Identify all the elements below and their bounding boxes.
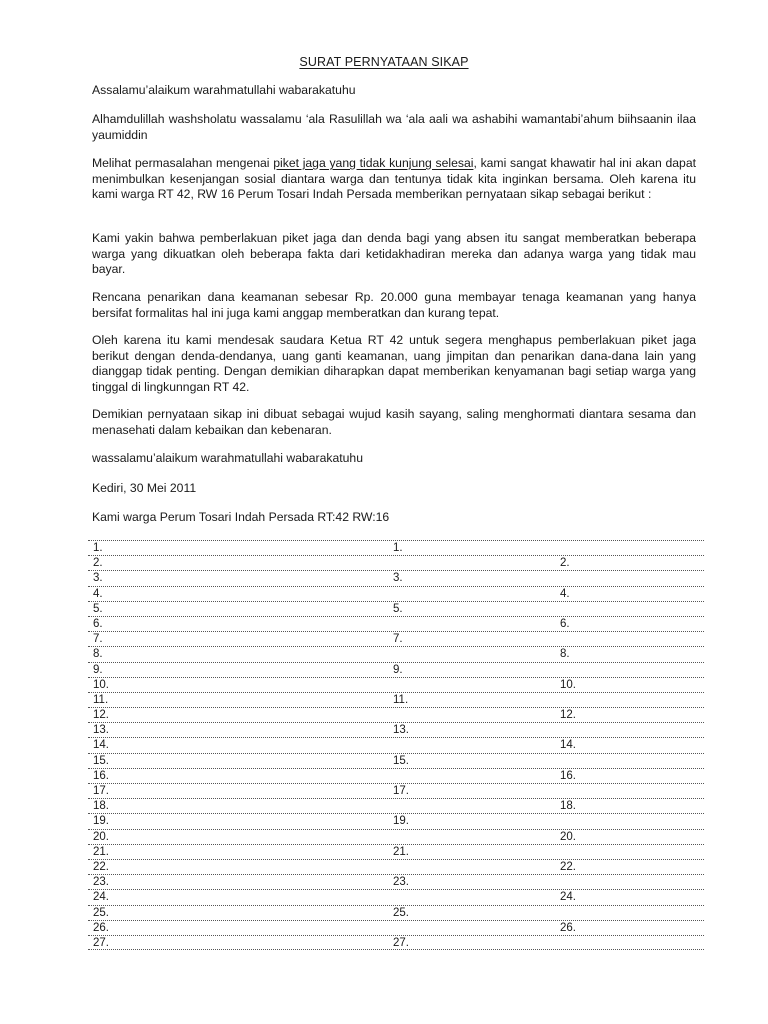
signature-number-cell: 13. <box>393 724 409 737</box>
signature-row <box>88 662 704 677</box>
signature-number-cell: 11. <box>393 693 409 706</box>
name-number-cell: 26. <box>93 921 109 934</box>
signature-number-cell: 19. <box>393 815 409 828</box>
signature-row <box>88 677 704 692</box>
signatories-heading: Kami warga Perum Tosari Indah Persada RT:42 RW:16 <box>92 510 390 524</box>
signature-row <box>88 753 704 768</box>
signature-number-cell: 26. <box>560 921 576 934</box>
signature-number-cell: 1. <box>393 542 403 554</box>
name-number-cell: 10. <box>93 678 109 691</box>
signature-row <box>88 540 704 555</box>
place-date: Kediri, 30 Mei 2011 <box>92 481 197 495</box>
name-number-cell: 7. <box>93 633 103 646</box>
name-number-cell: 13. <box>93 724 109 737</box>
signature-row <box>88 646 704 661</box>
name-number-cell: 12. <box>93 709 109 722</box>
signature-number-cell: 20. <box>560 830 576 843</box>
name-number-cell: 11. <box>93 693 109 706</box>
paragraph-4: Oleh karena itu kami mendesak saudara Ketua RT 42 untuk segera menghapus pemberlakuan piket jaga berikut dengan denda-dendanya, uang ganti keamanan, uang jimpitan dan penarikan dana-dana lain yang dianggap tidak penting. Dengan demikian diharapkan dapat memberikan kenyamanan bagi setiap warga yang tinggal di lingkunngan RT 42. <box>92 333 696 394</box>
signature-row <box>88 920 704 935</box>
signature-number-cell: 24. <box>560 891 576 904</box>
signature-number-cell: 3. <box>393 572 403 585</box>
signature-number-cell: 14. <box>560 739 576 752</box>
name-number-cell: 21. <box>93 845 109 858</box>
paragraph-5: Demikian pernyataan sikap ini dibuat sebagai wujud kasih sayang, saling menghormati diantara sesama dan menasehati dalam kebaikan dan kebenaran. <box>92 407 696 437</box>
signature-row <box>88 707 704 722</box>
name-number-cell: 14. <box>93 739 109 752</box>
paragraph-1-underlined: piket jaga yang tidak kunjung selesai <box>273 156 474 170</box>
name-number-cell: 22. <box>93 860 109 873</box>
signature-number-cell: 6. <box>560 617 570 630</box>
signature-row <box>88 829 704 844</box>
signature-row <box>88 601 704 616</box>
signature-row <box>88 570 704 585</box>
signature-row <box>88 783 704 798</box>
name-number-cell: 18. <box>93 800 109 813</box>
paragraph-1-after: , kami sangat khawatir hal ini akan dapat menimbulkan kesenjangan sosial diantara warga dan tentunya tidak kita inginkan bersama. Oleh karena itu kami warga RT 42, RW 16 Perum Tosari Indah Persada memberikan pernyataan sikap sebagai berikut : <box>92 156 696 201</box>
closing-salutation: wassalamu’alaikum warahmatullahi wabarakatuhu <box>92 451 363 465</box>
name-number-cell: 25. <box>93 906 109 919</box>
paragraph-3: Rencana penarikan dana keamanan sebesar Rp. 20.000 guna membayar tenaga keamanan yang hanya bersifat formalitas hal ini juga kami anggap memberatkan dan kurang tepat. <box>92 290 696 320</box>
opening-paragraph: Alhamdulillah washsholatu wassalamu ‘ala Rasulillah wa ‘ala aali wa ashabihi wamantabi’ahum biihsaanin ilaa yaumiddin <box>92 112 696 142</box>
signature-row <box>88 859 704 874</box>
name-number-cell: 4. <box>93 587 103 600</box>
signature-number-cell: 9. <box>393 663 403 676</box>
name-number-cell: 1. <box>93 542 103 554</box>
paragraph-1-before: Melihat permasalahan mengenai <box>92 156 274 170</box>
signature-number-cell: 12. <box>560 709 576 722</box>
signature-number-cell: 4. <box>560 587 570 600</box>
signature-row <box>88 722 704 737</box>
name-number-cell: 15. <box>93 754 109 767</box>
signature-row <box>88 798 704 813</box>
signature-number-cell: 23. <box>393 876 409 889</box>
name-number-cell: 17. <box>93 785 109 797</box>
signature-row <box>88 889 704 904</box>
signature-number-cell: 25. <box>393 906 409 919</box>
signature-number-cell: 21. <box>393 845 409 858</box>
signature-row <box>88 905 704 920</box>
signature-number-cell: 10. <box>560 678 576 691</box>
paragraph-1 <box>92 156 696 203</box>
name-number-cell: 24. <box>93 891 109 904</box>
paragraph-2: Kami yakin bahwa pemberlakuan piket jaga dan denda bagi yang absen itu sangat memberatkan beberapa warga yang dikuatkan oleh beberapa fakta dari ketidakhadiran mereka dan adanya warga yang tidak mau bayar. <box>92 231 696 276</box>
signature-number-cell: 15. <box>393 754 409 767</box>
name-number-cell: 20. <box>93 830 109 843</box>
signature-row <box>88 844 704 859</box>
signature-number-cell: 2. <box>560 557 570 570</box>
signature-number-cell: 18. <box>560 800 576 813</box>
signature-row <box>88 616 704 631</box>
signature-row <box>88 768 704 783</box>
signature-row <box>88 586 704 601</box>
signature-number-cell: 5. <box>393 602 403 615</box>
name-number-cell: 19. <box>93 815 109 828</box>
name-number-cell: 8. <box>93 648 103 661</box>
name-number-cell: 16. <box>93 769 109 782</box>
signature-number-cell: 16. <box>560 769 576 782</box>
name-number-cell: 6. <box>93 617 103 630</box>
name-number-cell: 23. <box>93 876 109 889</box>
name-number-cell: 2. <box>93 557 103 570</box>
signature-row <box>88 631 704 646</box>
signature-number-cell: 7. <box>393 633 403 646</box>
name-number-cell: 9. <box>93 663 103 676</box>
signature-number-cell: 27. <box>393 936 409 949</box>
name-number-cell: 27. <box>93 936 109 949</box>
signature-row <box>88 874 704 889</box>
document-title <box>0 55 768 69</box>
name-number-cell: 3. <box>93 572 103 585</box>
signature-table <box>88 540 704 950</box>
signature-row <box>88 692 704 707</box>
signature-number-cell: 17. <box>393 785 409 797</box>
signature-row <box>88 935 704 950</box>
signature-number-cell: 8. <box>560 648 570 661</box>
signature-row <box>88 555 704 570</box>
name-number-cell: 5. <box>93 602 103 615</box>
signature-number-cell: 22. <box>560 860 576 873</box>
greeting: Assalamu’alaikum warahmatullahi wabarakatuhu <box>92 83 356 97</box>
signature-row <box>88 813 704 828</box>
signature-row <box>88 737 704 752</box>
document-title-text: SURAT PERNYATAAN SIKAP <box>299 55 469 69</box>
